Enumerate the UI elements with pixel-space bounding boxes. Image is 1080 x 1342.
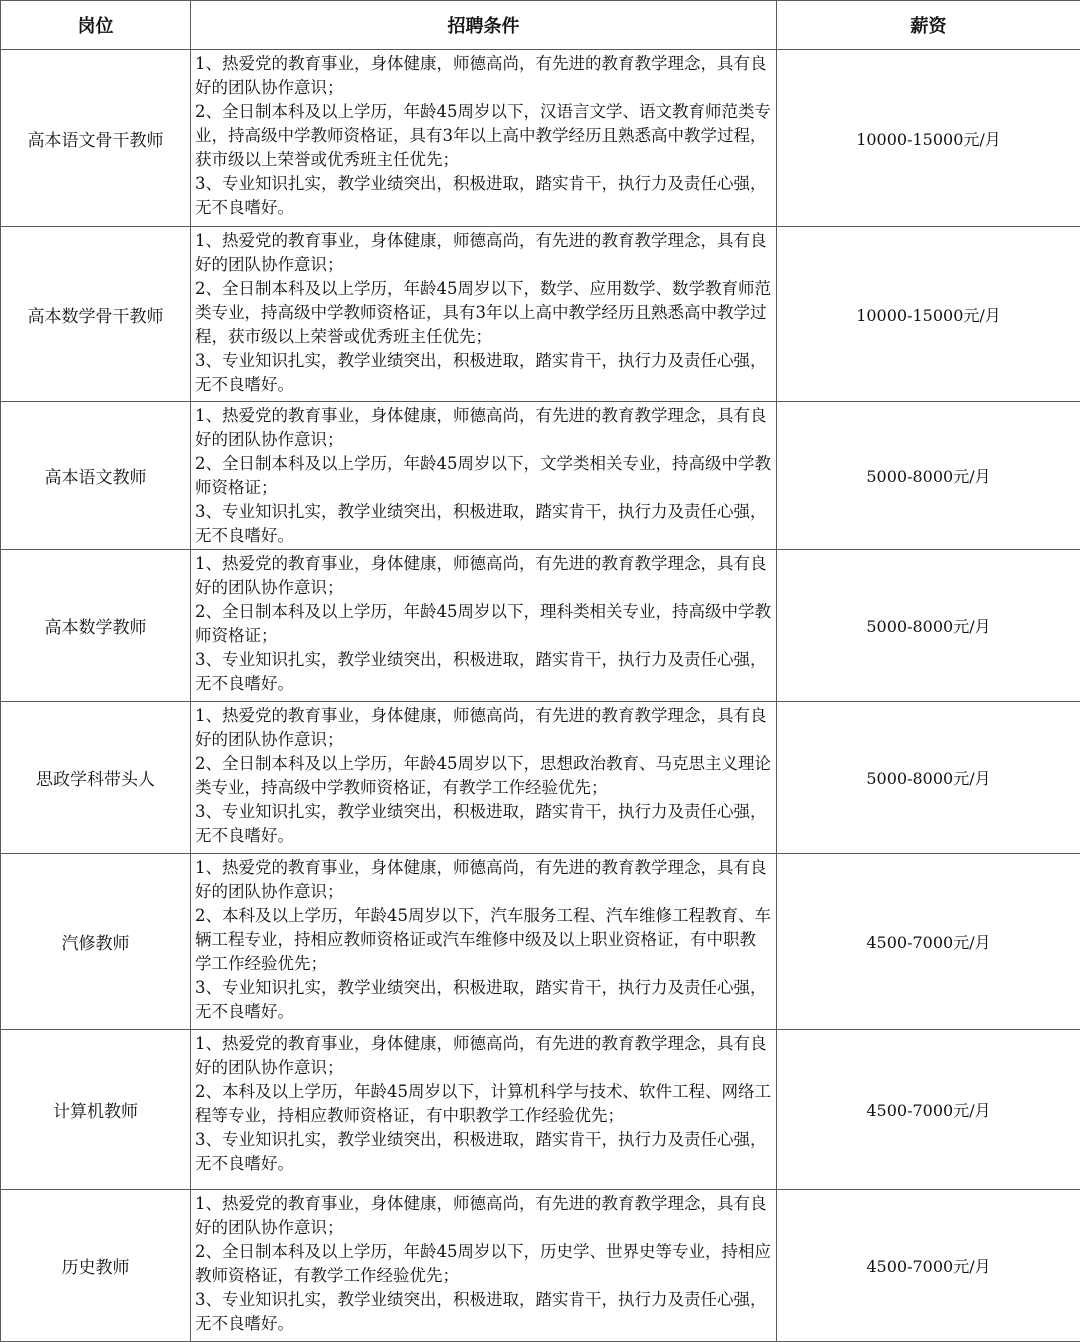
requirement-3: 3、专业知识扎实，教学业绩突出，积极进取，踏实肯干，执行力及责任心强，无不良嗜好。 (195, 800, 772, 848)
header-row (1, 1, 1080, 50)
requirements-cell (191, 1030, 777, 1190)
salary-cell: 10000-15000元/月 (777, 227, 1080, 402)
requirement-1: 1、热爱党的教育事业，身体健康，师德高尚，有先进的教育教学理念，具有良好的团队协作意识； (195, 856, 772, 904)
position-cell: 高本语文骨干教师 (1, 50, 191, 227)
table-row (1, 227, 1080, 402)
requirement-1: 1、热爱党的教育事业，身体健康，师德高尚，有先进的教育教学理念，具有良好的团队协作意识； (195, 404, 772, 452)
requirement-2: 2、全日制本科及以上学历，年龄45周岁以下，理科类相关专业，持高级中学教师资格证； (195, 600, 772, 648)
requirements-cell (191, 550, 777, 702)
requirement-2: 2、全日制本科及以上学历，年龄45周岁以下，数学、应用数学、数学教育师范类专业，持高级中学教师资格证，具有3年以上高中教学经历且熟悉高中教学过程，获市级以上荣誉或优秀班主任优先； (195, 277, 772, 349)
position-cell: 计算机教师 (1, 1030, 191, 1190)
salary-cell: 10000-15000元/月 (777, 50, 1080, 227)
table-row (1, 702, 1080, 854)
requirements-cell (191, 1190, 777, 1342)
requirements-cell (191, 227, 777, 402)
requirements-cell (191, 402, 777, 550)
requirements-cell (191, 854, 777, 1030)
position-cell: 汽修教师 (1, 854, 191, 1030)
header-requirements: 招聘条件 (191, 1, 777, 50)
salary-cell: 4500-7000元/月 (777, 854, 1080, 1030)
requirement-3: 3、专业知识扎实，教学业绩突出，积极进取，踏实肯干，执行力及责任心强，无不良嗜好。 (195, 1128, 772, 1176)
position-cell: 高本数学教师 (1, 550, 191, 702)
position-cell: 思政学科带头人 (1, 702, 191, 854)
table-row (1, 550, 1080, 702)
table-row (1, 50, 1080, 227)
requirement-1: 1、热爱党的教育事业，身体健康，师德高尚，有先进的教育教学理念，具有良好的团队协作意识； (195, 552, 772, 600)
table-row (1, 1030, 1080, 1190)
requirement-1: 1、热爱党的教育事业，身体健康，师德高尚，有先进的教育教学理念，具有良好的团队协作意识； (195, 52, 772, 100)
requirement-2: 2、全日制本科及以上学历，年龄45周岁以下，历史学、世界史等专业，持相应教师资格证，有教学工作经验优先； (195, 1240, 772, 1288)
requirement-2: 2、全日制本科及以上学历，年龄45周岁以下，汉语言文学、语文教育师范类专业，持高级中学教师资格证，具有3年以上高中教学经历且熟悉高中教学过程，获市级以上荣誉或优秀班主任优先； (195, 100, 772, 172)
table-row (1, 1190, 1080, 1342)
requirement-3: 3、专业知识扎实，教学业绩突出，积极进取，踏实肯干，执行力及责任心强，无不良嗜好。 (195, 349, 772, 397)
salary-cell: 5000-8000元/月 (777, 550, 1080, 702)
table-row (1, 854, 1080, 1030)
requirement-3: 3、专业知识扎实，教学业绩突出，积极进取，踏实肯干，执行力及责任心强，无不良嗜好。 (195, 172, 772, 220)
requirements-cell (191, 702, 777, 854)
table-row (1, 402, 1080, 550)
requirement-2: 2、本科及以上学历，年龄45周岁以下，汽车服务工程、汽车维修工程教育、车辆工程专业，持相应教师资格证或汽车维修中级及以上职业资格证，有中职教学工作经验优先； (195, 904, 772, 976)
position-cell: 历史教师 (1, 1190, 191, 1342)
salary-cell: 5000-8000元/月 (777, 402, 1080, 550)
requirement-3: 3、专业知识扎实，教学业绩突出，积极进取，踏实肯干，执行力及责任心强，无不良嗜好。 (195, 648, 772, 696)
requirement-2: 2、全日制本科及以上学历，年龄45周岁以下，文学类相关专业，持高级中学教师资格证； (195, 452, 772, 500)
requirement-3: 3、专业知识扎实，教学业绩突出，积极进取，踏实肯干，执行力及责任心强，无不良嗜好。 (195, 500, 772, 548)
requirement-1: 1、热爱党的教育事业，身体健康，师德高尚，有先进的教育教学理念，具有良好的团队协作意识； (195, 704, 772, 752)
requirement-3: 3、专业知识扎实，教学业绩突出，积极进取，踏实肯干，执行力及责任心强，无不良嗜好。 (195, 976, 772, 1024)
requirement-1: 1、热爱党的教育事业，身体健康，师德高尚，有先进的教育教学理念，具有良好的团队协作意识； (195, 1032, 772, 1080)
salary-cell: 5000-8000元/月 (777, 702, 1080, 854)
requirement-2: 2、本科及以上学历，年龄45周岁以下，计算机科学与技术、软件工程、网络工程等专业，持相应教师资格证，有中职教学工作经验优先； (195, 1080, 772, 1128)
requirement-1: 1、热爱党的教育事业，身体健康，师德高尚，有先进的教育教学理念，具有良好的团队协作意识； (195, 229, 772, 277)
header-salary: 薪资 (777, 1, 1080, 50)
position-cell: 高本语文教师 (1, 402, 191, 550)
salary-cell: 4500-7000元/月 (777, 1190, 1080, 1342)
requirement-2: 2、全日制本科及以上学历，年龄45周岁以下，思想政治教育、马克思主义理论类专业，持高级中学教师资格证，有教学工作经验优先； (195, 752, 772, 800)
position-cell: 高本数学骨干教师 (1, 227, 191, 402)
requirements-cell (191, 50, 777, 227)
salary-cell: 4500-7000元/月 (777, 1030, 1080, 1190)
header-position: 岗位 (1, 1, 191, 50)
requirement-1: 1、热爱党的教育事业，身体健康，师德高尚，有先进的教育教学理念，具有良好的团队协作意识； (195, 1192, 772, 1240)
requirement-3: 3、专业知识扎实，教学业绩突出，积极进取，踏实肯干，执行力及责任心强，无不良嗜好。 (195, 1288, 772, 1336)
